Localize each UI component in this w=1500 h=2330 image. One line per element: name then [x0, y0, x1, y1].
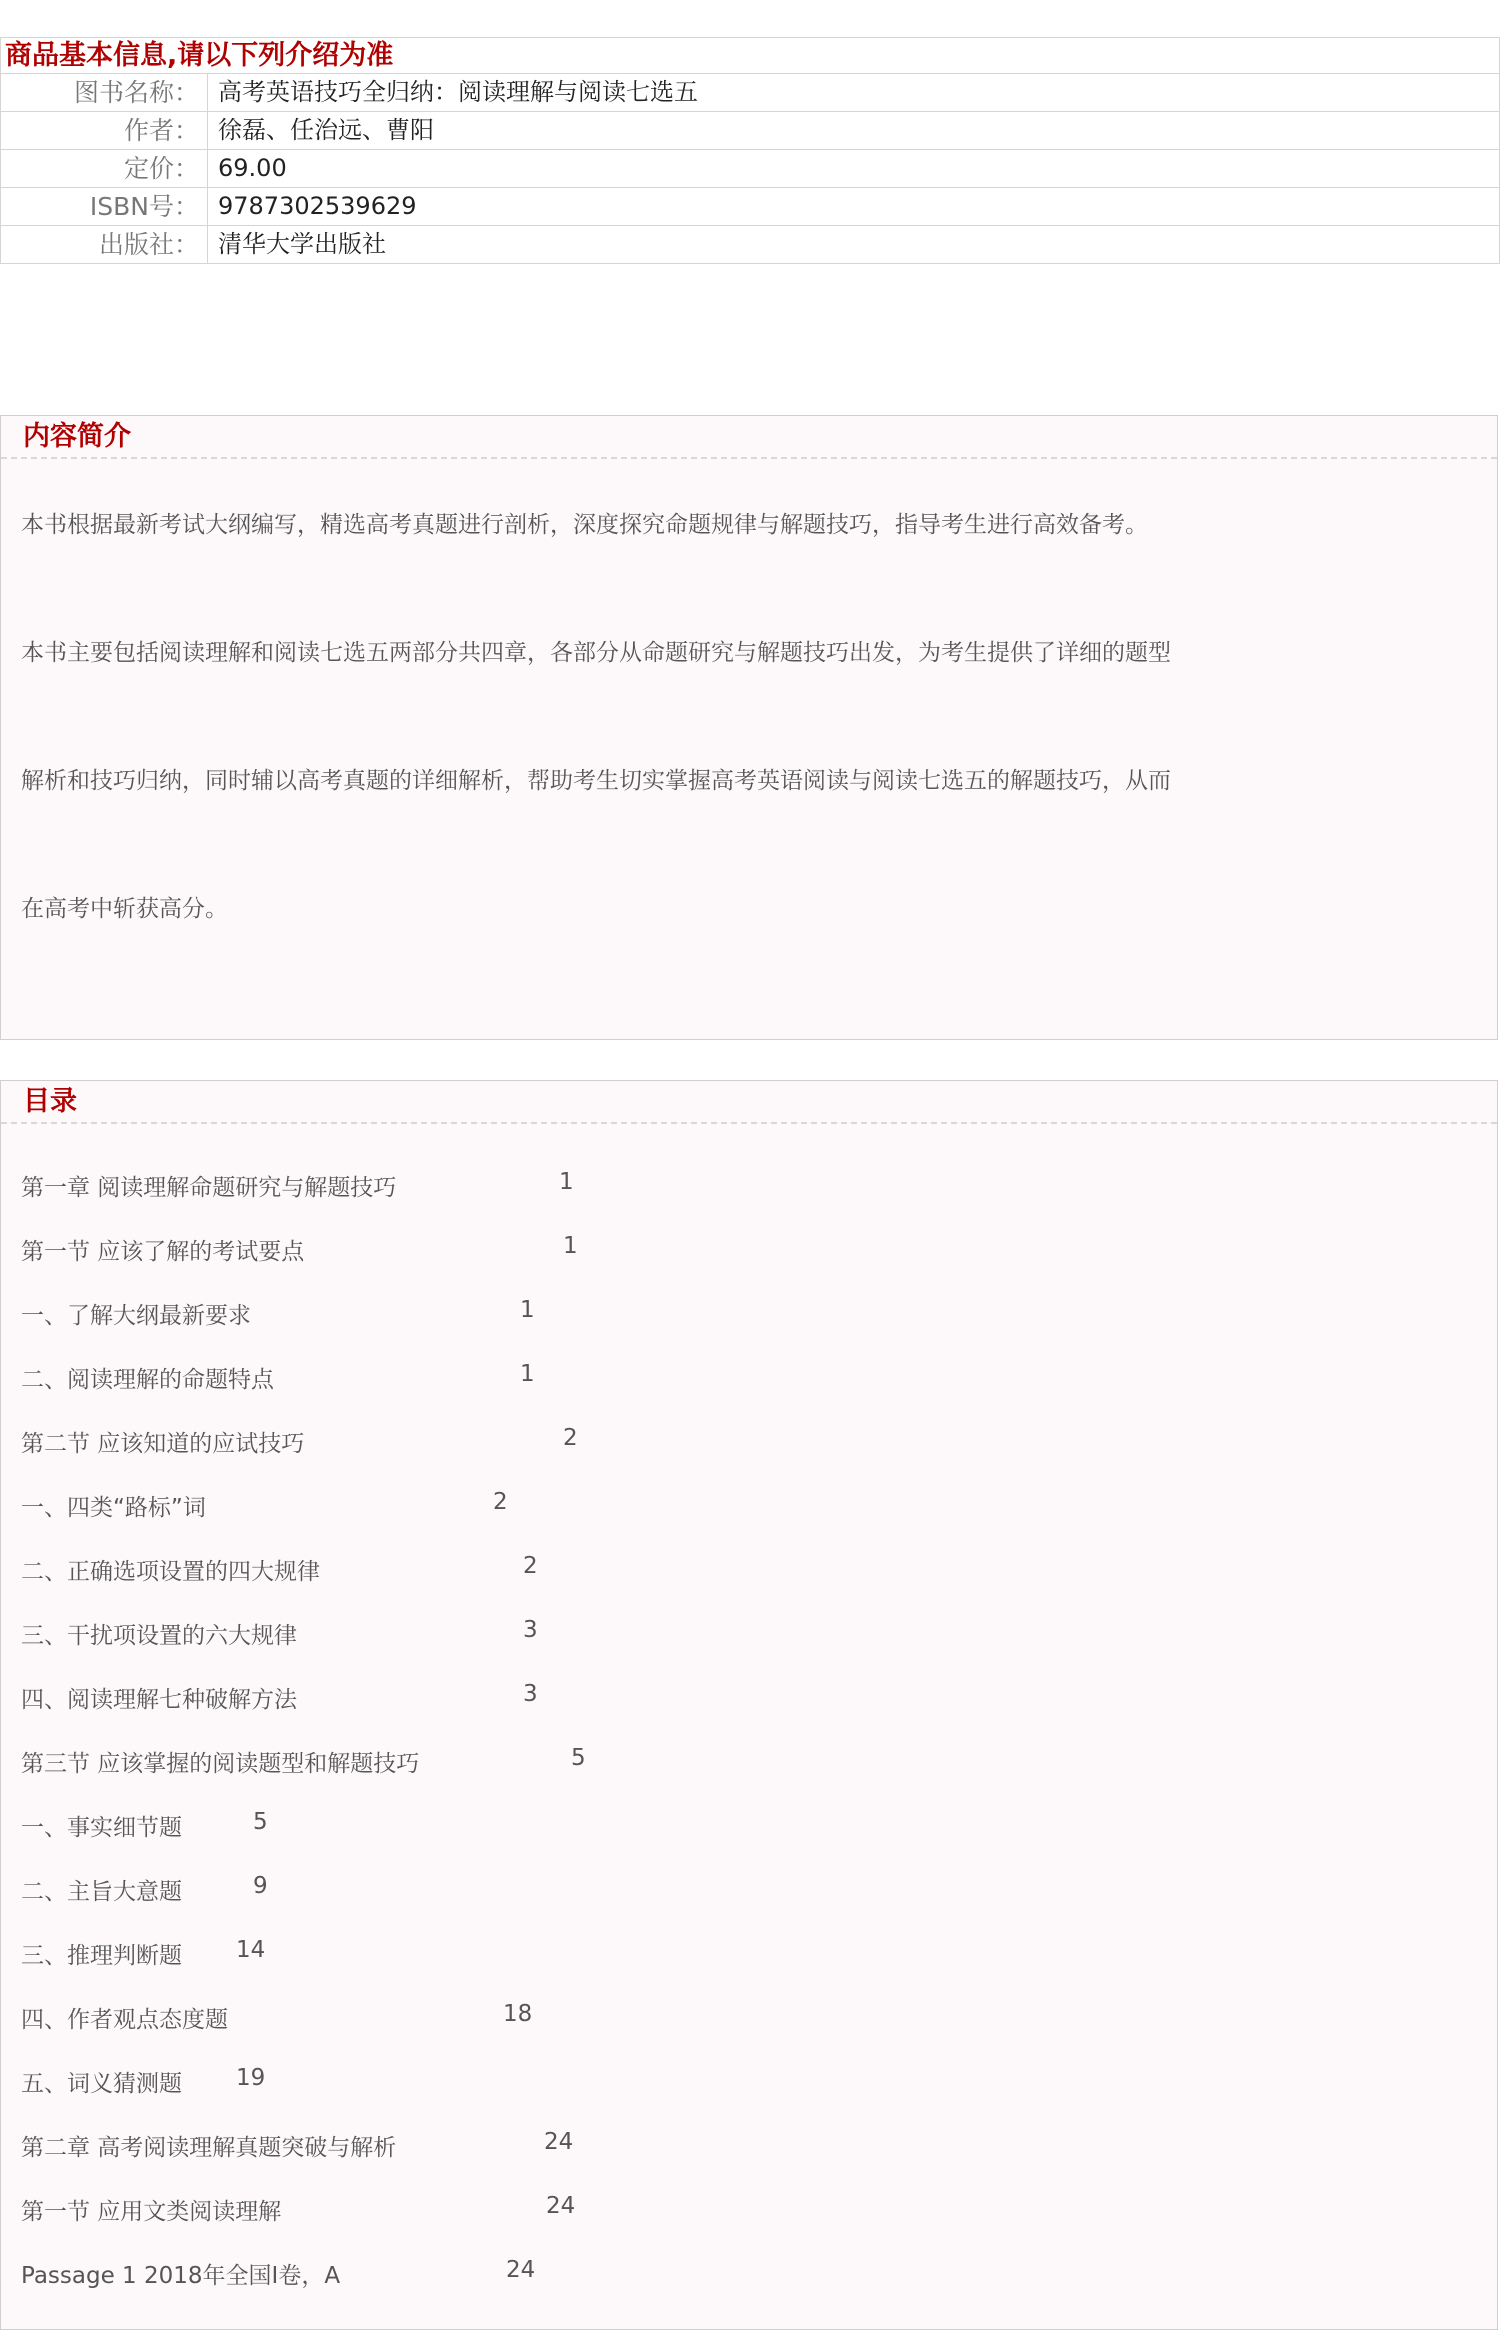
toc-page-number: 1	[520, 1297, 535, 1323]
toc-item: 第一节 应用文类阅读理解	[21, 2199, 282, 2225]
toc-item: 三、干扰项设置的六大规律	[21, 1623, 297, 1649]
toc-panel	[0, 1080, 1498, 2330]
publisher-value: 清华大学出版社	[218, 230, 386, 258]
intro-line: 在高考中斩获高分。	[21, 896, 228, 922]
toc-item: 四、作者观点态度题	[21, 2007, 228, 2033]
toc-page-number: 18	[503, 2001, 533, 2027]
info-row-price	[1, 150, 1499, 188]
toc-page-number: 24	[544, 2129, 574, 2155]
isbn-value: 9787302539629	[218, 192, 417, 220]
info-label: 出版社：	[1, 226, 208, 263]
toc-item: 一、四类“路标”词	[21, 1495, 206, 1521]
toc-item: 第二章 高考阅读理解真题突破与解析	[21, 2135, 397, 2161]
toc-page-number: 2	[563, 1425, 578, 1451]
toc-page-number: 1	[563, 1233, 578, 1259]
info-row-publisher	[1, 226, 1499, 264]
toc-page-number: 9	[253, 1873, 268, 1899]
product-info-header: 商品基本信息,请以下列介绍为准	[1, 38, 1499, 74]
toc-item: 二、正确选项设置的四大规律	[21, 1559, 320, 1585]
toc-page-number: 19	[236, 2065, 266, 2091]
toc-item: 第一章 阅读理解命题研究与解题技巧	[21, 1175, 397, 1201]
intro-panel	[0, 415, 1498, 1040]
toc-page-number: 5	[571, 1745, 586, 1771]
toc-item: 第三节 应该掌握的阅读题型和解题技巧	[21, 1751, 420, 1777]
toc-page-number: 14	[236, 1937, 266, 1963]
info-label: ISBN号：	[1, 188, 208, 225]
toc-item: Passage 1 2018年全国Ⅰ卷，A	[21, 2263, 341, 2289]
toc-page-number: 5	[253, 1809, 268, 1835]
toc-page-number: 2	[523, 1553, 538, 1579]
toc-page-number: 2	[493, 1489, 508, 1515]
info-row-isbn	[1, 188, 1499, 226]
book-title-value: 高考英语技巧全归纳：阅读理解与阅读七选五	[218, 78, 698, 106]
toc-item: 五、词义猜测题	[21, 2071, 182, 2097]
product-info-table	[0, 37, 1500, 264]
author-value: 徐磊、任治远、曹阳	[218, 116, 434, 144]
toc-item: 二、阅读理解的命题特点	[21, 1367, 274, 1393]
toc-page-number: 1	[520, 1361, 535, 1387]
toc-item: 四、阅读理解七种破解方法	[21, 1687, 297, 1713]
info-row-title	[1, 74, 1499, 112]
info-row-author	[1, 112, 1499, 150]
toc-item: 第一节 应该了解的考试要点	[21, 1239, 305, 1265]
toc-item: 二、主旨大意题	[21, 1879, 182, 1905]
toc-item: 三、推理判断题	[21, 1943, 182, 1969]
toc-item: 一、了解大纲最新要求	[21, 1303, 251, 1329]
toc-title: 目录	[1, 1081, 1497, 1124]
toc-page-number: 3	[523, 1617, 538, 1643]
toc-page-number: 24	[546, 2193, 576, 2219]
intro-line: 本书主要包括阅读理解和阅读七选五两部分共四章，各部分从命题研究与解题技巧出发，为考生提供了详细的题型	[21, 640, 1171, 666]
toc-page-number: 3	[523, 1681, 538, 1707]
info-label: 定价：	[1, 150, 208, 187]
toc-page-number: 1	[559, 1169, 574, 1195]
toc-item: 第二节 应该知道的应试技巧	[21, 1431, 305, 1457]
price-value: 69.00	[218, 154, 287, 182]
intro-line: 本书根据最新考试大纲编写，精选高考真题进行剖析，深度探究命题规律与解题技巧，指导考生进行高效备考。	[21, 512, 1148, 538]
info-label: 作者：	[1, 112, 208, 149]
info-label: 图书名称：	[1, 74, 208, 111]
intro-line: 解析和技巧归纳，同时辅以高考真题的详细解析，帮助考生切实掌握高考英语阅读与阅读七选五的解题技巧，从而	[21, 768, 1171, 794]
intro-title: 内容简介	[1, 416, 1497, 459]
toc-page-number: 24	[506, 2257, 536, 2283]
toc-item: 一、事实细节题	[21, 1815, 182, 1841]
